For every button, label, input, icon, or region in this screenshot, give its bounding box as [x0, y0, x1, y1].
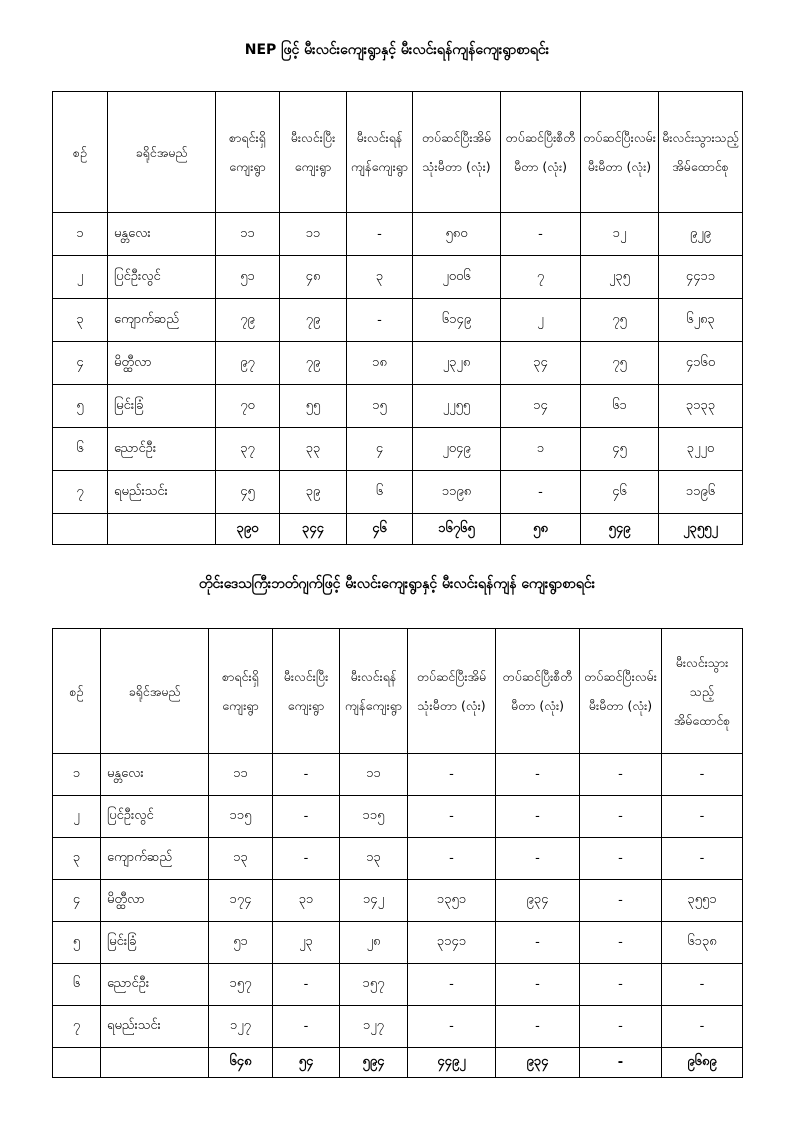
column-header: မီးလင်းပြီးကျေးရွာ — [273, 629, 340, 754]
table-cell: - — [662, 754, 743, 796]
table-cell: - — [408, 1006, 496, 1048]
table-cell: - — [580, 922, 662, 964]
table-row — [53, 922, 743, 964]
table-header-row — [53, 92, 743, 213]
table-cell: ၇၉ — [216, 299, 280, 342]
table-cell: ၃၉ — [280, 471, 347, 514]
table-row — [53, 385, 743, 428]
table-cell: ၄၆ — [581, 471, 659, 514]
district-name: မိတ္ထီလာ — [101, 880, 209, 922]
total-cell — [53, 1048, 101, 1078]
table-cell: ၁၈ — [347, 342, 413, 385]
totals-row — [53, 514, 743, 545]
table-cell: ၃၁၄၁ — [408, 922, 496, 964]
table-cell: ၁၁၉၈ — [413, 471, 501, 514]
table-row — [53, 880, 743, 922]
row-number: ၄ — [53, 880, 101, 922]
table-cell: ၁၁၅ — [209, 796, 273, 838]
total-cell: ၅၉၄ — [340, 1048, 408, 1078]
column-header: မီးလင်းရန်ကျန်ကျေးရွာ — [347, 92, 413, 213]
table-cell: - — [580, 880, 662, 922]
table-cell: ၆၁၄၉ — [413, 299, 501, 342]
table-cell: - — [580, 964, 662, 1006]
column-header: ခရိုင်အမည် — [101, 629, 209, 754]
table-cell: ၂၃၅ — [581, 256, 659, 299]
district-name: မြင်းခြံ — [108, 385, 216, 428]
column-header: ခရိုင်အမည် — [108, 92, 216, 213]
table-cell: - — [496, 922, 580, 964]
table-cell: ၄၅ — [581, 428, 659, 471]
table-cell: - — [662, 796, 743, 838]
nep-village-table — [52, 91, 743, 545]
table-cell: ၁၁ — [209, 754, 273, 796]
table-cell: ၁၂၇ — [340, 1006, 408, 1048]
table-cell: - — [273, 838, 340, 880]
table-row — [53, 213, 743, 256]
row-number: ၆ — [53, 428, 108, 471]
table-cell: - — [496, 1006, 580, 1048]
table-cell: ၆၂၈၃ — [659, 299, 743, 342]
table-cell: ၁၅၇ — [209, 964, 273, 1006]
row-number: ၇ — [53, 471, 108, 514]
table-cell: ၇ — [501, 256, 581, 299]
total-cell: ၂၃၅၅၂ — [659, 514, 743, 545]
table-cell: - — [501, 471, 581, 514]
table-row — [53, 964, 743, 1006]
table-cell: - — [501, 213, 581, 256]
total-cell: ၉၆၈၉ — [662, 1048, 743, 1078]
table-cell: - — [496, 796, 580, 838]
table-cell: ၁၇၄ — [209, 880, 273, 922]
table-row — [53, 838, 743, 880]
table-cell: ၃၃ — [280, 428, 347, 471]
table-cell: ၅၁ — [216, 256, 280, 299]
table-header-row — [53, 629, 743, 754]
table-cell: ၁ — [501, 428, 581, 471]
table1-title: NEP ဖြင့် မီးလင်းကျေးရွာနှင့် မီးလင်းရန်ကျန်ကျေးရွာစာရင်း — [244, 42, 550, 58]
table-cell: ၁၃၅၁ — [408, 880, 496, 922]
table-cell: ၁၅ — [347, 385, 413, 428]
row-number: ၃ — [53, 299, 108, 342]
table-cell: ၁၄ — [501, 385, 581, 428]
table-cell: ၁၃ — [209, 838, 273, 880]
total-cell — [108, 514, 216, 545]
table-cell: ၁၁၉၆ — [659, 471, 743, 514]
table-cell: ၁၁၅ — [340, 796, 408, 838]
table-cell: ၆ — [347, 471, 413, 514]
column-header: စာရင်းရှိကျေးရွာ — [216, 92, 280, 213]
table-cell: - — [347, 299, 413, 342]
total-cell: ၁၆၇၆၅ — [413, 514, 501, 545]
table-cell: ၂၃၂၈ — [413, 342, 501, 385]
table-cell: ၄၈ — [280, 256, 347, 299]
row-number: ၂ — [53, 256, 108, 299]
column-header: မီးလင်းသွားသည့်အိမ်ထောင်စု — [659, 92, 743, 213]
district-name: ရမည်းသင်း — [108, 471, 216, 514]
table-cell: - — [580, 1006, 662, 1048]
column-header: တပ်ဆင်ပြီးစီတီမီတာ (လုံး) — [501, 92, 581, 213]
table-cell: ၉၇ — [216, 342, 280, 385]
district-name: မြင်းခြံ — [101, 922, 209, 964]
column-header: တပ်ဆင်ပြီးလမ်းမီးမီတာ (လုံး) — [580, 629, 662, 754]
district-name: ကျောက်ဆည် — [101, 838, 209, 880]
district-name: မန္တလေး — [101, 754, 209, 796]
table-cell: - — [273, 1006, 340, 1048]
row-number: ၁ — [53, 754, 101, 796]
table-cell: ၉၃၄ — [496, 880, 580, 922]
table-cell: ၂၈ — [340, 922, 408, 964]
total-cell: ၅၈ — [501, 514, 581, 545]
table-cell: ၂၃ — [273, 922, 340, 964]
table-cell: ၉၂၉ — [659, 213, 743, 256]
district-name: ညောင်ဦး — [101, 964, 209, 1006]
table-row — [53, 754, 743, 796]
table-cell: ၅၈၀ — [413, 213, 501, 256]
table-cell: ၄ — [347, 428, 413, 471]
table-cell: ၃၇ — [216, 428, 280, 471]
table-cell: ၇၅ — [581, 299, 659, 342]
table-cell: ၄၄၁၁ — [659, 256, 743, 299]
table2-title: တိုင်းဒေသကြီးဘတ်ဂျက်ဖြင့် မီးလင်းကျေးရွာနှင့် မီးလင်းရန်ကျန် ကျေးရွာစာရင်း — [198, 576, 596, 592]
table-cell: ၁၂၇ — [209, 1006, 273, 1048]
table-cell: ၃၁၃၃ — [659, 385, 743, 428]
table-cell: ၅၁ — [209, 922, 273, 964]
row-number: ၂ — [53, 796, 101, 838]
table-cell: - — [662, 838, 743, 880]
table-cell: - — [273, 964, 340, 1006]
table-row — [53, 796, 743, 838]
table-cell: ၄၅ — [216, 471, 280, 514]
table-cell: ၁၂ — [581, 213, 659, 256]
table-row — [53, 256, 743, 299]
column-header: တပ်ဆင်ပြီးစီတီမီတာ (လုံး) — [496, 629, 580, 754]
total-cell: ၃၄၄ — [280, 514, 347, 545]
table-cell: - — [496, 838, 580, 880]
table-cell: ၄၁၆၀ — [659, 342, 743, 385]
table-cell: ၅၅ — [280, 385, 347, 428]
table-row — [53, 1006, 743, 1048]
column-header: တပ်ဆင်ပြီးအိမ်သုံးမီတာ (လုံး) — [413, 92, 501, 213]
table-cell: - — [496, 754, 580, 796]
column-header: စဉ် — [53, 629, 101, 754]
table-cell: - — [580, 754, 662, 796]
row-number: ၇ — [53, 1006, 101, 1048]
table-cell: ၁၄၂ — [340, 880, 408, 922]
table-row — [53, 428, 743, 471]
table-cell: - — [408, 754, 496, 796]
total-cell — [101, 1048, 209, 1078]
row-number: ၁ — [53, 213, 108, 256]
district-name: ပြင်ဦးလွင် — [101, 796, 209, 838]
table-cell: ၁၅၇ — [340, 964, 408, 1006]
total-cell: ၃၉၀ — [216, 514, 280, 545]
table-cell: ၂ — [501, 299, 581, 342]
column-header: တပ်ဆင်ပြီးအိမ်သုံးမီတာ (လုံး) — [408, 629, 496, 754]
table-cell: - — [408, 838, 496, 880]
table-cell: ၃ — [347, 256, 413, 299]
total-cell: ၄၄၉၂ — [408, 1048, 496, 1078]
total-cell — [53, 514, 108, 545]
district-name: ကျောက်ဆည် — [108, 299, 216, 342]
table-cell: ၃၂၂၀ — [659, 428, 743, 471]
table-cell: ၆၁၃၈ — [662, 922, 743, 964]
table-cell: ၁၁ — [340, 754, 408, 796]
table-cell: - — [662, 1006, 743, 1048]
table-cell: ၇၀ — [216, 385, 280, 428]
regional-budget-village-table — [52, 628, 743, 1078]
row-number: ၅ — [53, 922, 101, 964]
table-cell: - — [347, 213, 413, 256]
table-cell: ၁၃ — [340, 838, 408, 880]
total-cell: ၅၄၉ — [581, 514, 659, 545]
table-cell: - — [273, 754, 340, 796]
table-cell: ၃၁ — [273, 880, 340, 922]
district-name: ပြင်ဦးလွင် — [108, 256, 216, 299]
table-cell: ၃၄ — [501, 342, 581, 385]
column-header: မီးလင်းပြီးကျေးရွာ — [280, 92, 347, 213]
total-cell: ၅၄ — [273, 1048, 340, 1078]
table-cell: - — [580, 796, 662, 838]
row-number: ၅ — [53, 385, 108, 428]
column-header: တပ်ဆင်ပြီးလမ်းမီးမီတာ (လုံး) — [581, 92, 659, 213]
total-cell: - — [580, 1048, 662, 1078]
row-number: ၄ — [53, 342, 108, 385]
column-header: စာရင်းရှိကျေးရွာ — [209, 629, 273, 754]
table-row — [53, 342, 743, 385]
table-cell: - — [408, 796, 496, 838]
table-cell: ၆၁ — [581, 385, 659, 428]
table-cell: ၇၉ — [280, 299, 347, 342]
table-cell: - — [580, 838, 662, 880]
table-cell: - — [496, 964, 580, 1006]
district-name: မန္တလေး — [108, 213, 216, 256]
row-number: ၆ — [53, 964, 101, 1006]
row-number: ၃ — [53, 838, 101, 880]
table-cell: - — [662, 964, 743, 1006]
table-cell: - — [273, 796, 340, 838]
totals-row — [53, 1048, 743, 1078]
column-header: မီးလင်းရန်ကျန်ကျေးရွာ — [340, 629, 408, 754]
table-cell: ၂၀၄၉ — [413, 428, 501, 471]
district-name: မိတ္ထီလာ — [108, 342, 216, 385]
table-cell: ၁၁ — [216, 213, 280, 256]
district-name: ညောင်ဦး — [108, 428, 216, 471]
column-header: မီးလင်းသွားသည့်အိမ်ထောင်စု — [662, 629, 743, 754]
column-header: စဉ် — [53, 92, 108, 213]
table-cell: ၇၅ — [581, 342, 659, 385]
total-cell: ၄၆ — [347, 514, 413, 545]
table-cell: ၁၁ — [280, 213, 347, 256]
total-cell: ၆၄၈ — [209, 1048, 273, 1078]
table-cell: ၃၅၅၁ — [662, 880, 743, 922]
district-name: ရမည်းသင်း — [101, 1006, 209, 1048]
table-cell: ၇၉ — [280, 342, 347, 385]
total-cell: ၉၃၄ — [496, 1048, 580, 1078]
table-row — [53, 299, 743, 342]
table-cell: - — [408, 964, 496, 1006]
table-cell: ၂၂၅၅ — [413, 385, 501, 428]
table-row — [53, 471, 743, 514]
table-cell: ၂၀၀၆ — [413, 256, 501, 299]
